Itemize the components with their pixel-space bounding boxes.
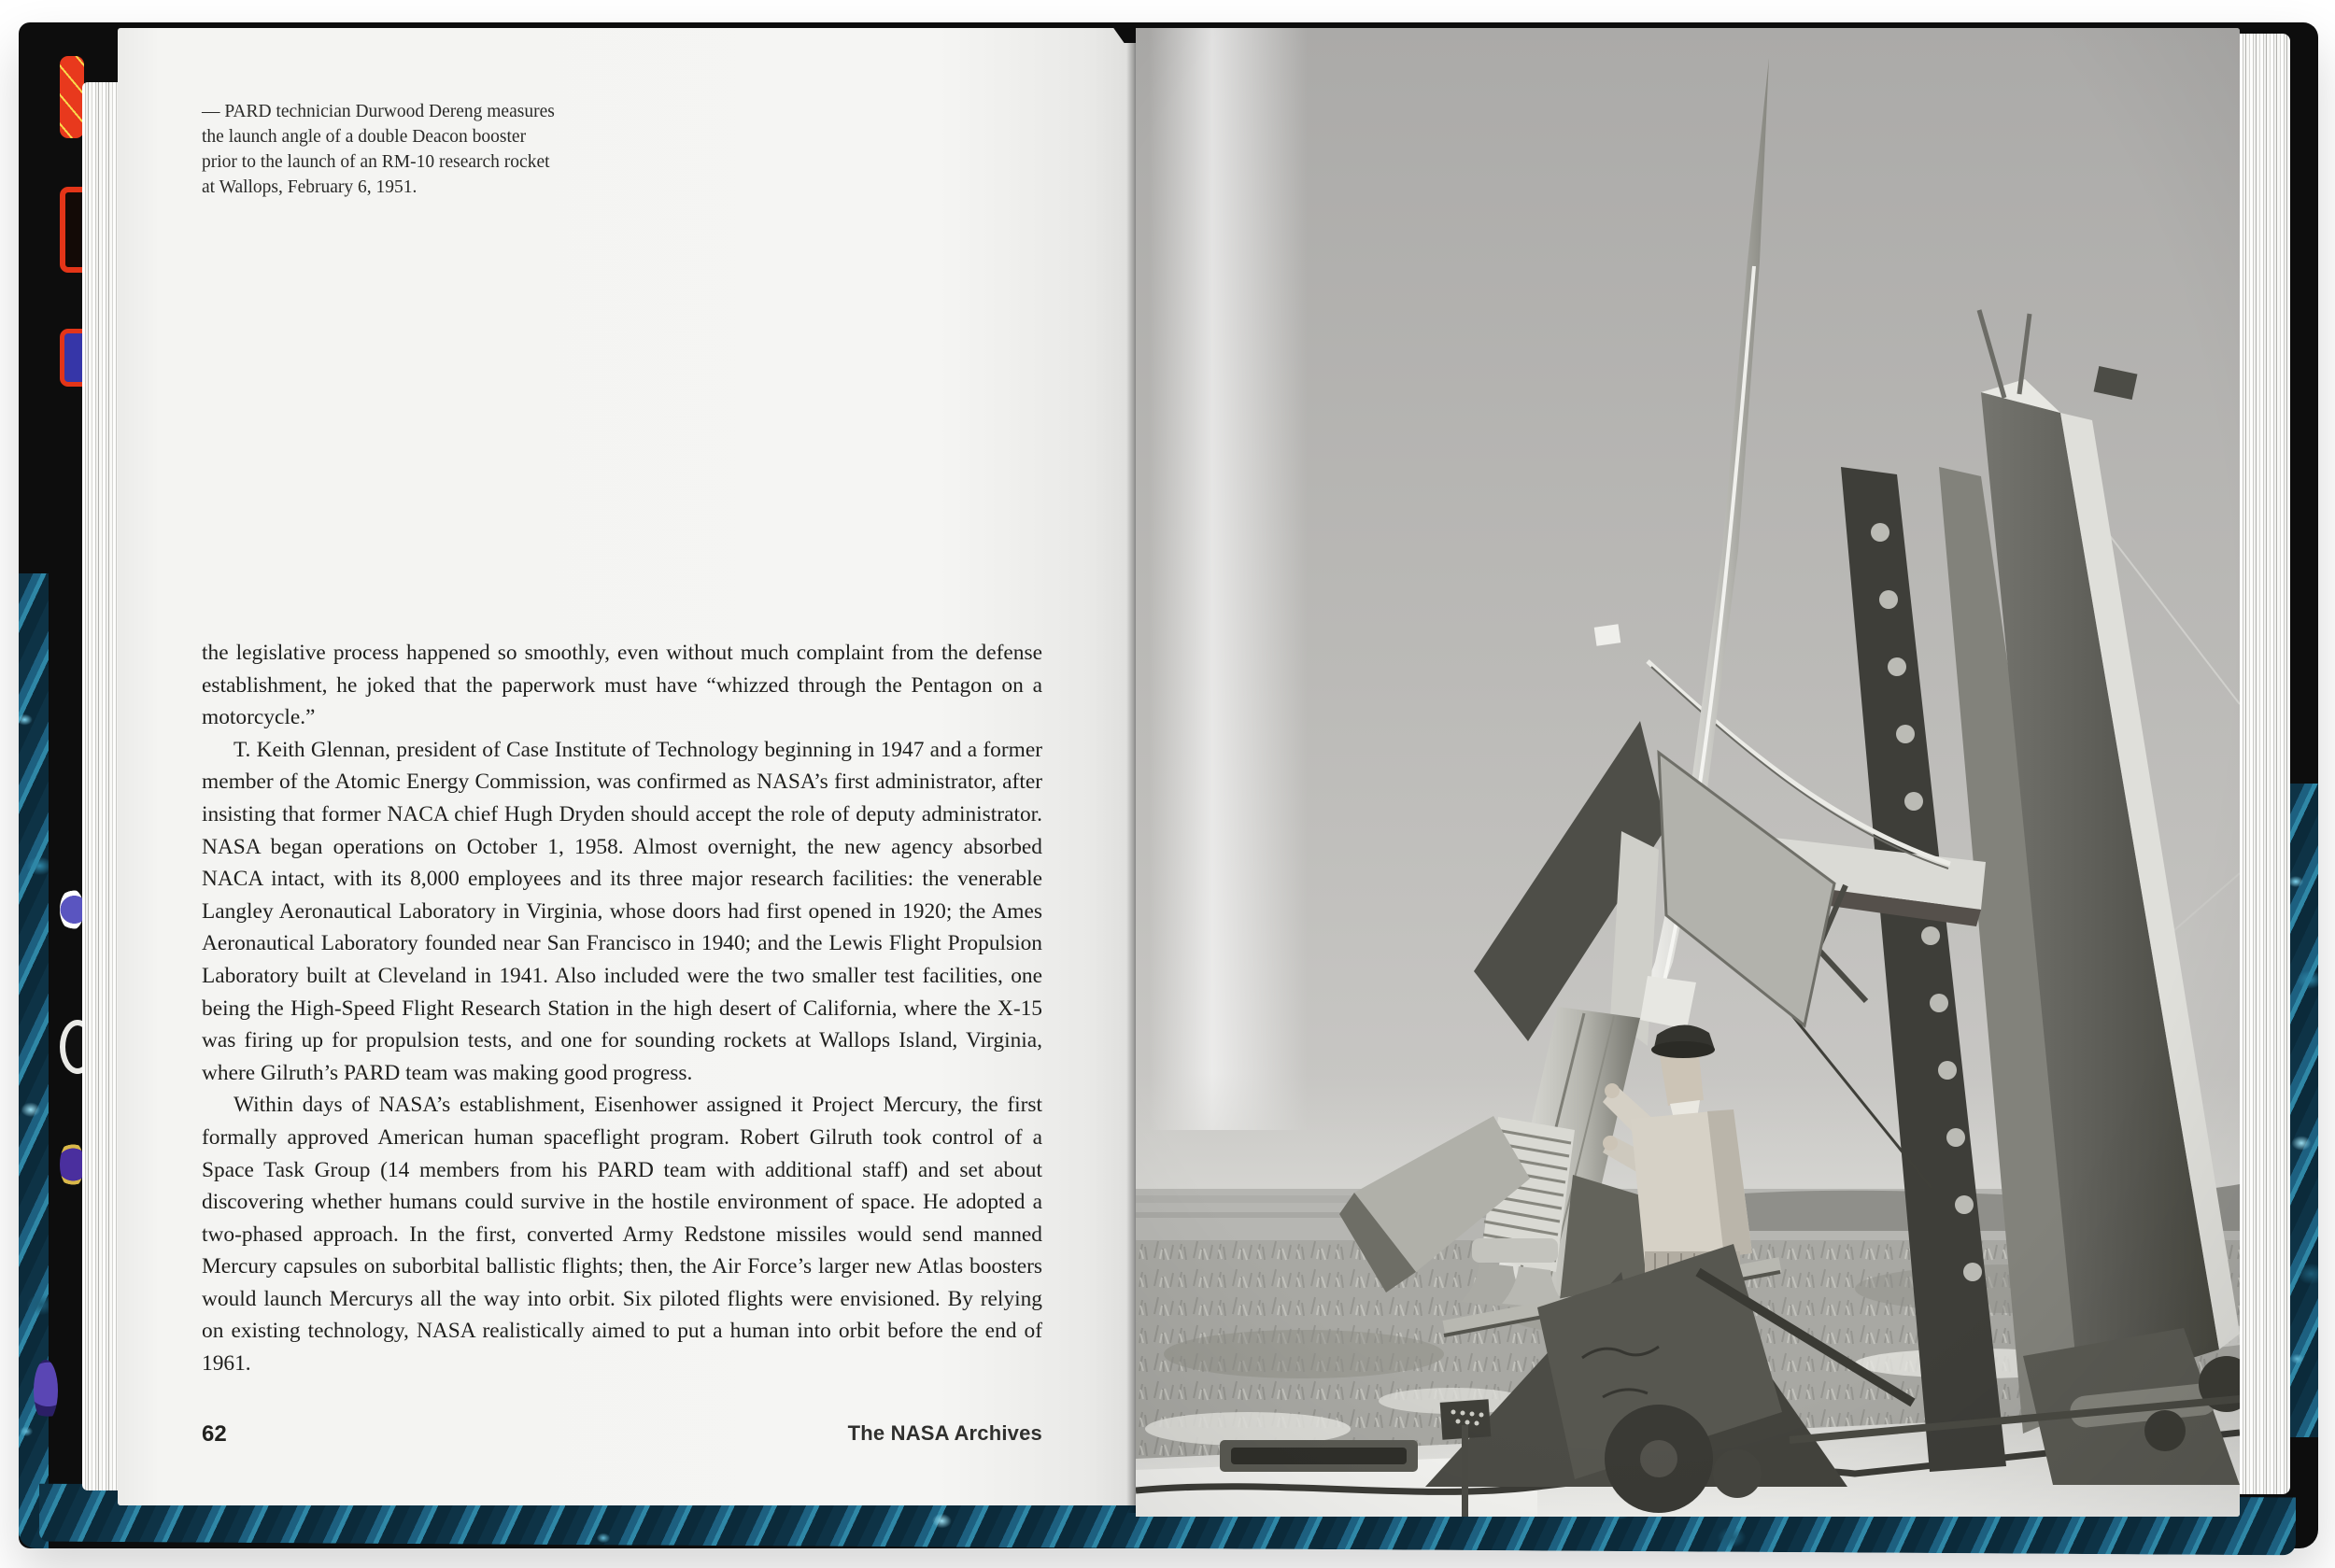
right-page-photo bbox=[1136, 28, 2240, 1517]
page-number: 62 bbox=[202, 1421, 227, 1447]
page-edge-fragment-purple-low bbox=[34, 1360, 58, 1421]
photo-vignette bbox=[1136, 28, 2240, 1517]
running-footer-title: The NASA Archives bbox=[847, 1421, 1042, 1445]
text-line: — PARD technician Durwood Dereng measures bbox=[202, 102, 555, 121]
text-line: the launch angle of a double Deacon booster bbox=[202, 127, 527, 147]
right-fore-edge-pages bbox=[2240, 34, 2290, 1494]
page-edge-fragment-planet bbox=[60, 889, 84, 930]
page-edge-fragment-purple-planet bbox=[60, 1141, 84, 1188]
open-book bbox=[19, 22, 2318, 1548]
text-line: the legislative process happened so smoothly, even without much complaint from the defense establishment, he joked that the paperwork must have “whizzed through the Pentagon on a motorcycle.” bbox=[202, 641, 1042, 730]
text-line: T. Keith Glennan, president of Case Institute of Technology beginning in 1947 and a former member of the Atomic Energy Commission, was confirmed as NASA’s first administrator, after insisting that former NACA chief Hugh Dryden should accept the role of deputy administrator. NASA began operations on October 1, 1958. Almost overnight, the new agency absorbed NACA intact, with its 8,000 employees and its three major research facilities: the venerable Langley Aeronautical Laboratory in Virginia, whose doors had first opened in 1920; the Ames Aeronautical Laboratory founded near San Francisco in 1940; and the Lewis Flight Propulsion Laboratory built at Cleveland in 1941. Also included were the two smaller test facilities, one being the High-Speed Flight Research Station in the high desert of California, where the X-15 was firing up for propulsion tests, and one for sounding rockets at Wallops Island, Virginia, where Gilruth’s PARD team was making good progress. bbox=[202, 737, 1042, 1085]
cover-art-right-edge bbox=[2290, 784, 2318, 1437]
rocket-photo bbox=[1136, 28, 2240, 1517]
text-line: at Wallops, February 6, 1951. bbox=[202, 177, 417, 197]
left-page bbox=[118, 28, 1136, 1505]
photo-caption bbox=[202, 99, 1042, 200]
text-line: Within days of NASA’s establishment, Eisenhower assigned it Project Mercury, the first formally approved American human spaceflight program. Robert Gilruth took control of a Space Task Group (14 members from his PARD team with additional staff) and set about discovering whether humans could survive in the hostile environment of space. He adopted a two-phased approach. In the first, converted Army Redstone missiles would send manned Mercury capsules on suborbital ballistic flights; then, the Air Force’s larger new Atlas boosters would launch Mercurys all the way into orbit. Six piloted flights were envisioned. By relying on existing technology, NASA realistically aimed to put a human into orbit before the end of 1961. bbox=[202, 1093, 1042, 1377]
page-footer bbox=[202, 1421, 1042, 1448]
body-text bbox=[202, 637, 1042, 1380]
text-line: prior to the launch of an RM-10 research rocket bbox=[202, 152, 550, 172]
page-edge-fragment-red bbox=[60, 56, 84, 138]
